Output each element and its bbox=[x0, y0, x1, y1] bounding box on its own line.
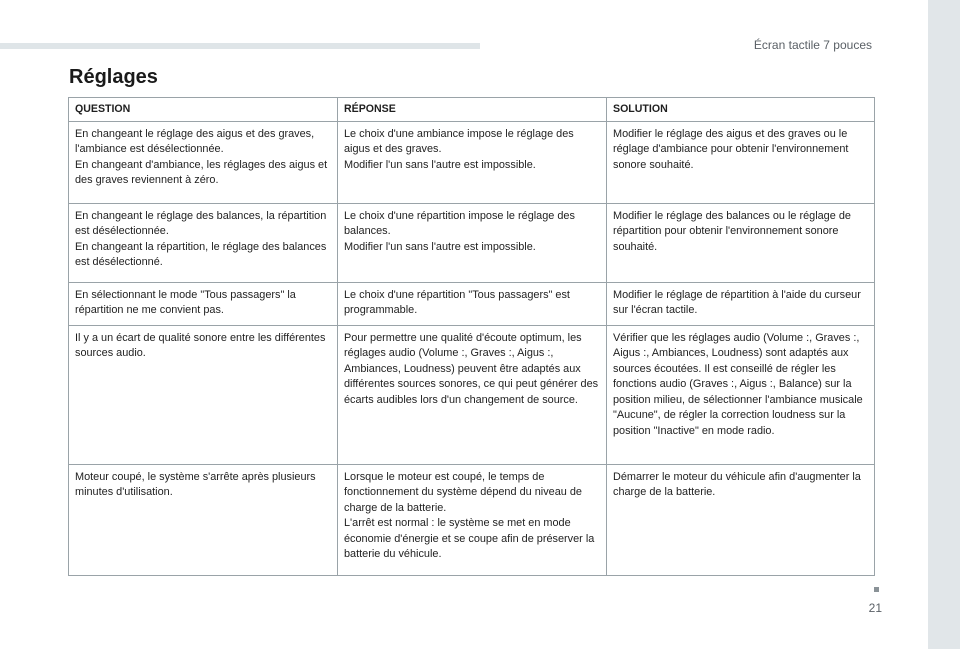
table-header-row bbox=[69, 98, 875, 122]
troubleshooting-table bbox=[68, 97, 875, 576]
page-marker-square bbox=[874, 587, 879, 592]
table-row bbox=[69, 203, 875, 282]
page-title: Réglages bbox=[69, 66, 158, 88]
reponse-cell: Le choix d'une ambiance impose le réglage des aigus et des graves. Modifier l'un sans l'autre est impossible. bbox=[338, 121, 607, 203]
solution-cell: Modifier le réglage des aigus et des graves ou le réglage d'ambiance pour obtenir l'environnement sonore souhaité. bbox=[607, 121, 875, 203]
reponse-cell: Lorsque le moteur est coupé, le temps de fonctionnement du système dépend du niveau de charge de la batterie. L'arrêt est normal : le système se met en mode économie d'énergie et se coupe afin de préserver la batterie du véhicule. bbox=[338, 464, 607, 575]
question-cell: En changeant le réglage des aigus et des graves, l'ambiance est désélectionnée. En changeant d'ambiance, les réglages des aigus et des graves reviennent à zéro. bbox=[69, 121, 338, 203]
column-header-question: QUESTION bbox=[69, 98, 338, 122]
table-row bbox=[69, 325, 875, 464]
reponse-cell: Le choix d'une répartition "Tous passagers" est programmable. bbox=[338, 282, 607, 325]
question-cell: Il y a un écart de qualité sonore entre les différentes sources audio. bbox=[69, 325, 338, 464]
column-header-solution: SOLUTION bbox=[607, 98, 875, 122]
question-cell: Moteur coupé, le système s'arrête après plusieurs minutes d'utilisation. bbox=[69, 464, 338, 575]
solution-cell: Modifier le réglage des balances ou le réglage de répartition pour obtenir l'environnement sonore souhaité. bbox=[607, 203, 875, 282]
page-number: 21 bbox=[868, 601, 882, 615]
table-row bbox=[69, 464, 875, 575]
header-rule bbox=[0, 43, 480, 49]
table-row bbox=[69, 121, 875, 203]
reponse-cell: Le choix d'une répartition impose le réglage des balances. Modifier l'un sans l'autre est impossible. bbox=[338, 203, 607, 282]
question-cell: En changeant le réglage des balances, la répartition est désélectionnée. En changeant la répartition, le réglage des balances est désélectionné. bbox=[69, 203, 338, 282]
solution-cell: Modifier le réglage de répartition à l'aide du curseur sur l'écran tactile. bbox=[607, 282, 875, 325]
page-side-bar bbox=[928, 0, 960, 649]
question-cell: En sélectionnant le mode "Tous passagers" la répartition ne me convient pas. bbox=[69, 282, 338, 325]
solution-cell: Vérifier que les réglages audio (Volume :, Graves :, Aigus :, Ambiances, Loudness) sont adaptés aux sources écoutées. Il est conseillé de régler les fonctions audio (Graves :, Aigus :, Balance) sur la position milieu, de sélectionner l'ambiance musicale "Aucune", de régler la correction loudness sur la position "Inactive" en mode radio. bbox=[607, 325, 875, 464]
table-row bbox=[69, 282, 875, 325]
reponse-cell: Pour permettre une qualité d'écoute optimum, les réglages audio (Volume :, Graves :, Aigus :, Ambiances, Loudness) peuvent être adaptés aux différentes sources sonores, ce qui peut générer des écarts audibles lors d'un changement de source. bbox=[338, 325, 607, 464]
running-head: Écran tactile 7 pouces bbox=[753, 38, 872, 52]
column-header-reponse: RÉPONSE bbox=[338, 98, 607, 122]
solution-cell: Démarrer le moteur du véhicule afin d'augmenter la charge de la batterie. bbox=[607, 464, 875, 575]
